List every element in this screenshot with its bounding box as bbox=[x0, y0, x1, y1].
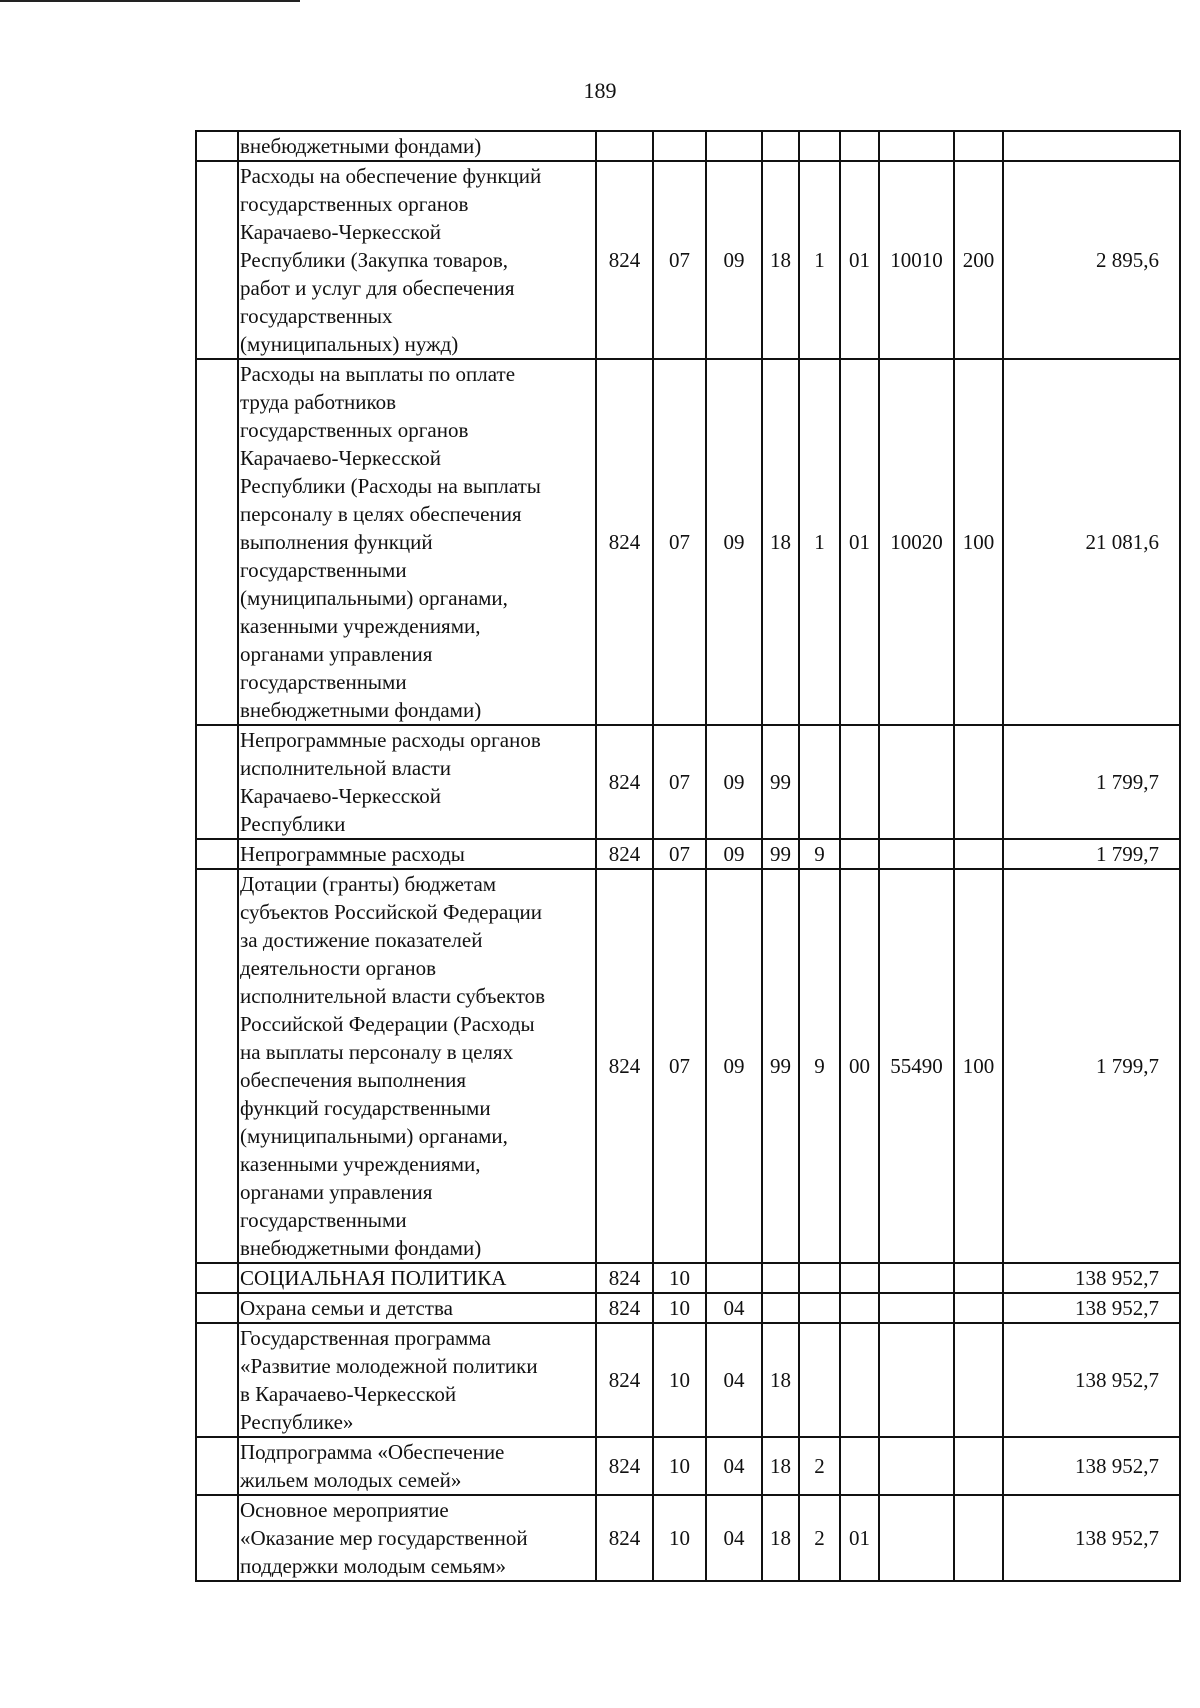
subsection-code: 09 bbox=[723, 770, 745, 794]
event-code: 01 bbox=[849, 530, 870, 554]
table-row bbox=[196, 1437, 1180, 1495]
expense-type: 200 bbox=[962, 248, 995, 272]
subsection-code-cell bbox=[706, 1495, 762, 1581]
expense-type: 100 bbox=[962, 530, 995, 554]
row-name: Подпрограмма «Обеспечение жильем молодых семей» bbox=[240, 1440, 505, 1492]
budget-table-body bbox=[196, 131, 1180, 1581]
row-name-cell bbox=[238, 1323, 596, 1437]
section-code: 10 bbox=[669, 1296, 690, 1320]
program-code: 18 bbox=[770, 1526, 791, 1550]
event-code-cell bbox=[840, 725, 879, 839]
ministry-code-cell bbox=[596, 1437, 653, 1495]
section-code-cell bbox=[653, 839, 706, 869]
program-code-cell bbox=[762, 839, 799, 869]
subsection-code-cell bbox=[706, 1293, 762, 1323]
top-rule bbox=[0, 0, 300, 2]
ministry-code-cell bbox=[596, 131, 653, 161]
row-index-cell bbox=[196, 359, 238, 725]
direction-code-cell bbox=[879, 1293, 954, 1323]
expense-type-cell bbox=[954, 1323, 1003, 1437]
section-code-cell bbox=[653, 1437, 706, 1495]
direction-code: 55490 bbox=[890, 1054, 943, 1078]
row-index-cell bbox=[196, 1437, 238, 1495]
ministry-code-cell bbox=[596, 1293, 653, 1323]
expense-type-cell bbox=[954, 1495, 1003, 1581]
amount: 138 952,7 bbox=[1075, 1526, 1159, 1550]
row-index-cell bbox=[196, 1323, 238, 1437]
subsection-code-cell bbox=[706, 1437, 762, 1495]
subprogram-code-cell bbox=[799, 1495, 840, 1581]
amount: 2 895,6 bbox=[1096, 248, 1159, 272]
row-index-cell bbox=[196, 725, 238, 839]
amount: 1 799,7 bbox=[1096, 770, 1159, 794]
subsection-code-cell bbox=[706, 359, 762, 725]
ministry-code-cell bbox=[596, 1263, 653, 1293]
row-name: Непрограммные расходы bbox=[240, 842, 465, 866]
amount-cell bbox=[1003, 869, 1180, 1263]
row-name-cell bbox=[238, 1293, 596, 1323]
direction-code-cell bbox=[879, 359, 954, 725]
subsection-code-cell bbox=[706, 725, 762, 839]
subsection-code: 04 bbox=[723, 1296, 745, 1320]
section-code-cell bbox=[653, 359, 706, 725]
expense-type-cell bbox=[954, 725, 1003, 839]
subsection-code: 09 bbox=[723, 530, 745, 554]
subprogram-code-cell bbox=[799, 1293, 840, 1323]
subprogram-code: 9 bbox=[814, 1054, 825, 1078]
direction-code: 10020 bbox=[890, 530, 943, 554]
section-code: 10 bbox=[669, 1266, 690, 1290]
page-number: 189 bbox=[583, 78, 617, 103]
direction-code-cell bbox=[879, 839, 954, 869]
subprogram-code-cell bbox=[799, 161, 840, 359]
subsection-code-cell bbox=[706, 1263, 762, 1293]
ministry-code-cell bbox=[596, 359, 653, 725]
section-code-cell bbox=[653, 725, 706, 839]
subprogram-code: 2 bbox=[814, 1454, 825, 1478]
program-code: 18 bbox=[770, 248, 791, 272]
row-name: внебюджетными фондами) bbox=[240, 134, 482, 158]
subprogram-code-cell bbox=[799, 1263, 840, 1293]
event-code-cell bbox=[840, 1495, 879, 1581]
subprogram-code-cell bbox=[799, 131, 840, 161]
subprogram-code-cell bbox=[799, 839, 840, 869]
row-index-cell bbox=[196, 1495, 238, 1581]
row-name: Дотации (гранты) бюджетам субъектов Российской Федерации за достижение показателей деятельности органов исполнительной власти субъектов Российской Федерации (Расходы на выплаты персоналу в целях обеспечения выполнения функций государственными (муниципальными) органами, казенными учреждениями, органами управления государственными внебюджетными фондами) bbox=[240, 872, 546, 1260]
expense-type-cell bbox=[954, 869, 1003, 1263]
subprogram-code-cell bbox=[799, 1323, 840, 1437]
subprogram-code: 1 bbox=[814, 248, 825, 272]
row-name-cell bbox=[238, 1495, 596, 1581]
expense-type-cell bbox=[954, 359, 1003, 725]
amount-cell bbox=[1003, 359, 1180, 725]
row-name: Государственная программа «Развитие молодежной политики в Карачаево-Черкесской Республике» bbox=[240, 1326, 538, 1434]
program-code-cell bbox=[762, 725, 799, 839]
amount-cell bbox=[1003, 839, 1180, 869]
event-code-cell bbox=[840, 1263, 879, 1293]
direction-code-cell bbox=[879, 131, 954, 161]
section-code: 07 bbox=[669, 530, 690, 554]
subsection-code-cell bbox=[706, 1323, 762, 1437]
section-code: 10 bbox=[669, 1526, 690, 1550]
row-name-cell bbox=[238, 1437, 596, 1495]
amount-cell bbox=[1003, 1437, 1180, 1495]
expense-type: 100 bbox=[962, 1054, 995, 1078]
amount: 138 952,7 bbox=[1075, 1296, 1159, 1320]
section-code-cell bbox=[653, 1293, 706, 1323]
ministry-code: 824 bbox=[608, 770, 641, 794]
section-code: 10 bbox=[669, 1368, 690, 1392]
subsection-code-cell bbox=[706, 131, 762, 161]
row-name: Охрана семьи и детства bbox=[240, 1296, 453, 1320]
table-row bbox=[196, 1323, 1180, 1437]
section-code: 07 bbox=[669, 1054, 690, 1078]
ministry-code-cell bbox=[596, 839, 653, 869]
row-name: СОЦИАЛЬНАЯ ПОЛИТИКА bbox=[240, 1266, 507, 1290]
direction-code-cell bbox=[879, 869, 954, 1263]
ministry-code: 824 bbox=[608, 1526, 641, 1550]
subsection-code: 09 bbox=[723, 842, 745, 866]
section-code: 10 bbox=[669, 1454, 690, 1478]
subsection-code: 04 bbox=[723, 1368, 745, 1392]
subsection-code: 04 bbox=[723, 1454, 745, 1478]
row-name: Расходы на выплаты по оплате труда работников государственных органов Карачаево-Черкесской Республики (Расходы на выплаты персоналу в целях обеспечения выполнения функций государственными (муниципальными) органами, казенными учреждениями, органами управления государственными внебюджетными фондами) bbox=[240, 362, 541, 722]
event-code-cell bbox=[840, 1437, 879, 1495]
program-code-cell bbox=[762, 161, 799, 359]
row-name-cell bbox=[238, 839, 596, 869]
program-code: 18 bbox=[770, 1368, 791, 1392]
program-code: 99 bbox=[770, 842, 791, 866]
ministry-code-cell bbox=[596, 1495, 653, 1581]
subsection-code-cell bbox=[706, 161, 762, 359]
subsection-code-cell bbox=[706, 839, 762, 869]
ministry-code: 824 bbox=[608, 1054, 641, 1078]
row-name-cell bbox=[238, 161, 596, 359]
ministry-code: 824 bbox=[608, 1368, 641, 1392]
ministry-code: 824 bbox=[608, 1296, 641, 1320]
expense-type-cell bbox=[954, 1437, 1003, 1495]
direction-code-cell bbox=[879, 1263, 954, 1293]
amount-cell bbox=[1003, 725, 1180, 839]
direction-code-cell bbox=[879, 725, 954, 839]
amount-cell bbox=[1003, 131, 1180, 161]
ministry-code: 824 bbox=[608, 1454, 641, 1478]
direction-code: 10010 bbox=[890, 248, 943, 272]
expense-type-cell bbox=[954, 131, 1003, 161]
subprogram-code-cell bbox=[799, 1437, 840, 1495]
table-row bbox=[196, 161, 1180, 359]
row-name-cell bbox=[238, 869, 596, 1263]
amount: 138 952,7 bbox=[1075, 1368, 1159, 1392]
section-code: 07 bbox=[669, 248, 690, 272]
budget-table bbox=[195, 130, 1181, 1582]
program-code-cell bbox=[762, 1495, 799, 1581]
event-code-cell bbox=[840, 1293, 879, 1323]
amount-cell bbox=[1003, 1323, 1180, 1437]
row-index-cell bbox=[196, 1263, 238, 1293]
amount-cell bbox=[1003, 1495, 1180, 1581]
row-index-cell bbox=[196, 1293, 238, 1323]
table-row bbox=[196, 725, 1180, 839]
direction-code-cell bbox=[879, 161, 954, 359]
event-code-cell bbox=[840, 161, 879, 359]
program-code-cell bbox=[762, 131, 799, 161]
subprogram-code: 9 bbox=[814, 842, 825, 866]
program-code: 99 bbox=[770, 770, 791, 794]
subprogram-code-cell bbox=[799, 869, 840, 1263]
row-index-cell bbox=[196, 869, 238, 1263]
ministry-code: 824 bbox=[608, 1266, 641, 1290]
subsection-code: 09 bbox=[723, 1054, 745, 1078]
section-code-cell bbox=[653, 1263, 706, 1293]
table-row bbox=[196, 131, 1180, 161]
direction-code-cell bbox=[879, 1323, 954, 1437]
event-code: 01 bbox=[849, 248, 870, 272]
section-code-cell bbox=[653, 1323, 706, 1437]
amount: 21 081,6 bbox=[1085, 530, 1159, 554]
subsection-code: 04 bbox=[723, 1526, 745, 1550]
program-code: 18 bbox=[770, 1454, 791, 1478]
subprogram-code-cell bbox=[799, 725, 840, 839]
row-name: Непрограммные расходы органов исполнительной власти Карачаево-Черкесской Республики bbox=[240, 728, 541, 836]
program-code-cell bbox=[762, 359, 799, 725]
program-code: 18 bbox=[770, 530, 791, 554]
amount: 138 952,7 bbox=[1075, 1454, 1159, 1478]
event-code-cell bbox=[840, 839, 879, 869]
direction-code-cell bbox=[879, 1495, 954, 1581]
section-code-cell bbox=[653, 161, 706, 359]
row-name-cell bbox=[238, 131, 596, 161]
table-row bbox=[196, 1495, 1180, 1581]
section-code-cell bbox=[653, 869, 706, 1263]
row-name: Основное мероприятие «Оказание мер государственной поддержки молодым семьям» bbox=[240, 1498, 528, 1578]
subprogram-code: 2 bbox=[814, 1526, 825, 1550]
amount-cell bbox=[1003, 1293, 1180, 1323]
section-code-cell bbox=[653, 1495, 706, 1581]
event-code-cell bbox=[840, 131, 879, 161]
expense-type-cell bbox=[954, 161, 1003, 359]
row-name: Расходы на обеспечение функций государственных органов Карачаево-Черкесской Республики (Закупка товаров, работ и услуг для обеспечения государственных (муниципальных) нужд) bbox=[240, 164, 542, 356]
amount-cell bbox=[1003, 161, 1180, 359]
section-code: 07 bbox=[669, 842, 690, 866]
expense-type-cell bbox=[954, 1263, 1003, 1293]
row-index-cell bbox=[196, 131, 238, 161]
ministry-code-cell bbox=[596, 161, 653, 359]
section-code: 07 bbox=[669, 770, 690, 794]
table-row bbox=[196, 1263, 1180, 1293]
event-code: 01 bbox=[849, 1526, 870, 1550]
event-code-cell bbox=[840, 869, 879, 1263]
row-index-cell bbox=[196, 161, 238, 359]
subsection-code: 09 bbox=[723, 248, 745, 272]
table-row bbox=[196, 869, 1180, 1263]
event-code-cell bbox=[840, 359, 879, 725]
ministry-code: 824 bbox=[608, 248, 641, 272]
program-code-cell bbox=[762, 1323, 799, 1437]
amount: 1 799,7 bbox=[1096, 842, 1159, 866]
row-name-cell bbox=[238, 1263, 596, 1293]
section-code-cell bbox=[653, 131, 706, 161]
event-code-cell bbox=[840, 1323, 879, 1437]
amount-cell bbox=[1003, 1263, 1180, 1293]
table-row bbox=[196, 1293, 1180, 1323]
ministry-code-cell bbox=[596, 1323, 653, 1437]
subprogram-code-cell bbox=[799, 359, 840, 725]
row-name-cell bbox=[238, 359, 596, 725]
program-code-cell bbox=[762, 1437, 799, 1495]
expense-type-cell bbox=[954, 1293, 1003, 1323]
row-index-cell bbox=[196, 839, 238, 869]
ministry-code-cell bbox=[596, 725, 653, 839]
program-code-cell bbox=[762, 1263, 799, 1293]
program-code: 99 bbox=[770, 1054, 791, 1078]
subprogram-code: 1 bbox=[814, 530, 825, 554]
program-code-cell bbox=[762, 1293, 799, 1323]
event-code: 00 bbox=[849, 1054, 870, 1078]
ministry-code: 824 bbox=[608, 842, 641, 866]
direction-code-cell bbox=[879, 1437, 954, 1495]
amount: 1 799,7 bbox=[1096, 1054, 1159, 1078]
ministry-code: 824 bbox=[608, 530, 641, 554]
row-name-cell bbox=[238, 725, 596, 839]
expense-type-cell bbox=[954, 839, 1003, 869]
ministry-code-cell bbox=[596, 869, 653, 1263]
program-code-cell bbox=[762, 869, 799, 1263]
subsection-code-cell bbox=[706, 869, 762, 1263]
table-row bbox=[196, 839, 1180, 869]
amount: 138 952,7 bbox=[1075, 1266, 1159, 1290]
table-row bbox=[196, 359, 1180, 725]
